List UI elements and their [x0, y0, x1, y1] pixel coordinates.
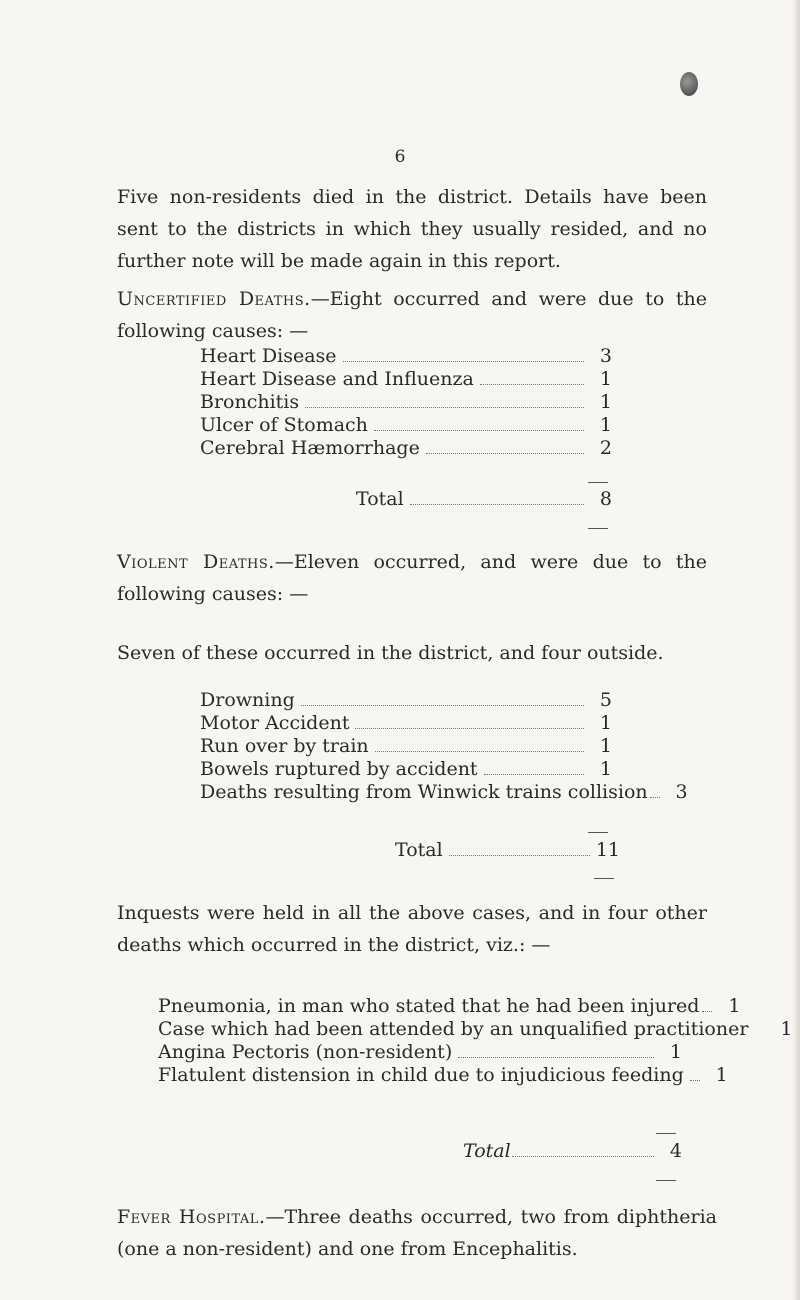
uncertified-list: [200, 345, 612, 460]
violent-heading: Violent Deaths.: [117, 551, 275, 573]
divider: [656, 1133, 676, 1134]
fever-heading: Fever Hospital.: [117, 1206, 266, 1228]
uncertified-text: —Eight occurred and were due to the following causes: —: [117, 288, 707, 342]
list-item: Bronchitis 1: [200, 391, 612, 413]
list-item: Heart Disease and Influenza 1: [200, 368, 612, 390]
page-edge-shadow: [792, 0, 800, 1300]
list-item: Case which had been attended by an unqualified practitioner 1: [158, 1018, 793, 1040]
list-item: Motor Accident 1: [200, 712, 612, 734]
divider: [656, 1180, 676, 1181]
list-item: Run over by train 1: [200, 735, 612, 757]
list-item: Pneumonia, in man who stated that he had been injured 1: [158, 995, 741, 1017]
divider: [594, 878, 614, 879]
list-item: Angina Pectoris (non-resident) 1: [158, 1041, 682, 1063]
intro-paragraph: Five non-residents died in the district. Details have been sent to the districts in which they usually resided, and no further note will be made again in this report.: [117, 186, 707, 272]
list-item: Heart Disease 3: [200, 345, 612, 367]
list-item: Cerebral Hæmorrhage 2: [200, 437, 612, 459]
violent-total: [395, 839, 620, 862]
total-row: Total 8: [356, 488, 612, 510]
list-item: Flatulent distension in child due to injudicious feeding 1: [158, 1064, 728, 1086]
total-row: Total 11: [395, 839, 620, 861]
violent-paragraph: [117, 546, 707, 610]
page-number: 6: [394, 147, 406, 167]
uncertified-heading: Uncertified Deaths.: [117, 288, 311, 310]
inquests-paragraph: Inquests were held in all the above cases, and in four other deaths which occurred in the district, viz.: —: [117, 902, 707, 956]
divider: [588, 528, 608, 529]
punch-hole-icon: [680, 72, 698, 96]
total-row: Total 4: [463, 1140, 682, 1162]
inquests-list: [158, 995, 793, 1087]
list-item: Ulcer of Stomach 1: [200, 414, 612, 436]
uncertified-total: [356, 488, 612, 511]
list-item: Bowels ruptured by accident 1: [200, 758, 612, 780]
violent-text: —Eleven occurred, and were due to the following causes: —: [117, 551, 708, 605]
list-item: Deaths resulting from Winwick trains collision 3: [200, 781, 688, 803]
inquests-total: [463, 1140, 682, 1163]
divider: [588, 482, 608, 483]
fever-text: —Three deaths occurred, two from diphtheria (one a non-resident) and one from Encephalitis.: [117, 1206, 717, 1260]
violent-list: [200, 689, 688, 804]
fever-paragraph: [117, 1201, 717, 1265]
violent-note: Seven of these occurred in the district, and four outside.: [117, 642, 664, 664]
list-item: Drowning 5: [200, 689, 612, 711]
divider: [588, 832, 608, 833]
uncertified-paragraph: [117, 283, 707, 347]
